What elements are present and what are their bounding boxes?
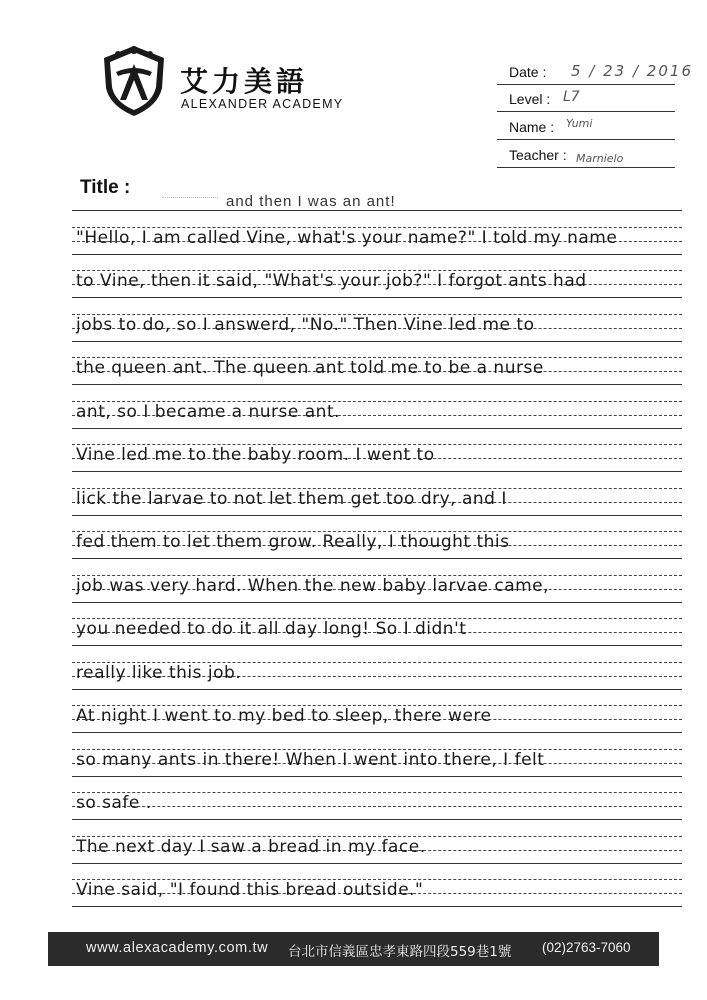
essay-line: fed them to let them grow. Really, I thought this: [76, 532, 510, 552]
essay-line: Vine said, "I found this bread outside.": [76, 880, 424, 900]
teacher-line: [497, 167, 675, 168]
rule-line: [72, 602, 682, 603]
rule-line: [72, 341, 682, 342]
essay-line: jobs to do, so I answerd, "No." Then Vine led me to: [76, 314, 535, 335]
footer-bar: [48, 932, 659, 966]
level-label: Level :: [509, 91, 551, 107]
rule-line: [72, 471, 682, 472]
brand-name-english: ALEXANDER ACADEMY: [181, 97, 344, 111]
level-value: L7: [563, 89, 580, 105]
teacher-label: Teacher :: [509, 147, 567, 163]
essay-line: At night I went to my bed to sleep, there were: [76, 706, 492, 726]
footer-website: www.alexacademy.com.tw: [86, 940, 269, 956]
name-value: Yumi: [566, 117, 593, 130]
essay-title: and then I was an ant!: [226, 193, 396, 210]
essay-line: "Hello, I am called Vine, what's your name?" I told my name: [76, 227, 618, 248]
date-value: 5 / 23 / 2016: [571, 62, 693, 80]
date-line: [497, 84, 675, 85]
level-line: [497, 111, 675, 112]
rule-line: [72, 254, 682, 255]
rule-line: [72, 689, 682, 690]
guide-line: [72, 792, 682, 793]
rule-line: [72, 776, 682, 777]
title-label: Title :: [80, 177, 131, 198]
essay-line: to Vine, then it said, "What's your job?" I forgot ants had: [76, 271, 587, 291]
rule-line: [72, 732, 682, 733]
rule-line: [72, 428, 682, 429]
essay-line: job was very hard. When the new baby larvae came,: [76, 575, 550, 596]
name-label: Name :: [509, 119, 555, 135]
teacher-value: Marnielo: [576, 152, 624, 165]
essay-line: so safe .: [76, 793, 152, 813]
rule-line: [72, 819, 682, 820]
footer-address: 台北市信義區忠孝東路四段559巷1號: [288, 944, 512, 960]
rule-line: [72, 210, 682, 211]
essay-line: you needed to do it all day long! So I didn't: [76, 619, 467, 639]
rule-line: [72, 906, 682, 907]
essay-line: The next day I saw a bread in my face.: [76, 836, 426, 857]
guide-line: [72, 806, 682, 807]
rule-line: [72, 515, 682, 516]
essay-line: Vine led me to the baby room. I went to: [76, 445, 435, 465]
rule-line: [72, 863, 682, 864]
rule-line: [72, 558, 682, 559]
rule-line: [72, 645, 682, 646]
date-label: Date :: [509, 64, 547, 80]
essay-line: ant, so I became a nurse ant.: [76, 401, 341, 422]
essay-line: really like this job.: [76, 662, 242, 683]
essay-line: lick the larvae to not let them get too dry, and I: [76, 488, 507, 509]
footer-phone: (02)2763-7060: [542, 940, 631, 955]
rule-line: [72, 297, 682, 298]
brand-name-chinese: 艾力美語: [180, 65, 309, 98]
essay-line: so many ants in there! When I went into there, I felt: [76, 749, 545, 770]
essay-line: the queen ant. The queen ant told me to be a nurse: [76, 358, 544, 378]
rule-line: [72, 384, 682, 385]
name-line: [497, 139, 675, 140]
academy-crest-logo: [98, 42, 170, 118]
title-erased-mark: [162, 197, 218, 198]
